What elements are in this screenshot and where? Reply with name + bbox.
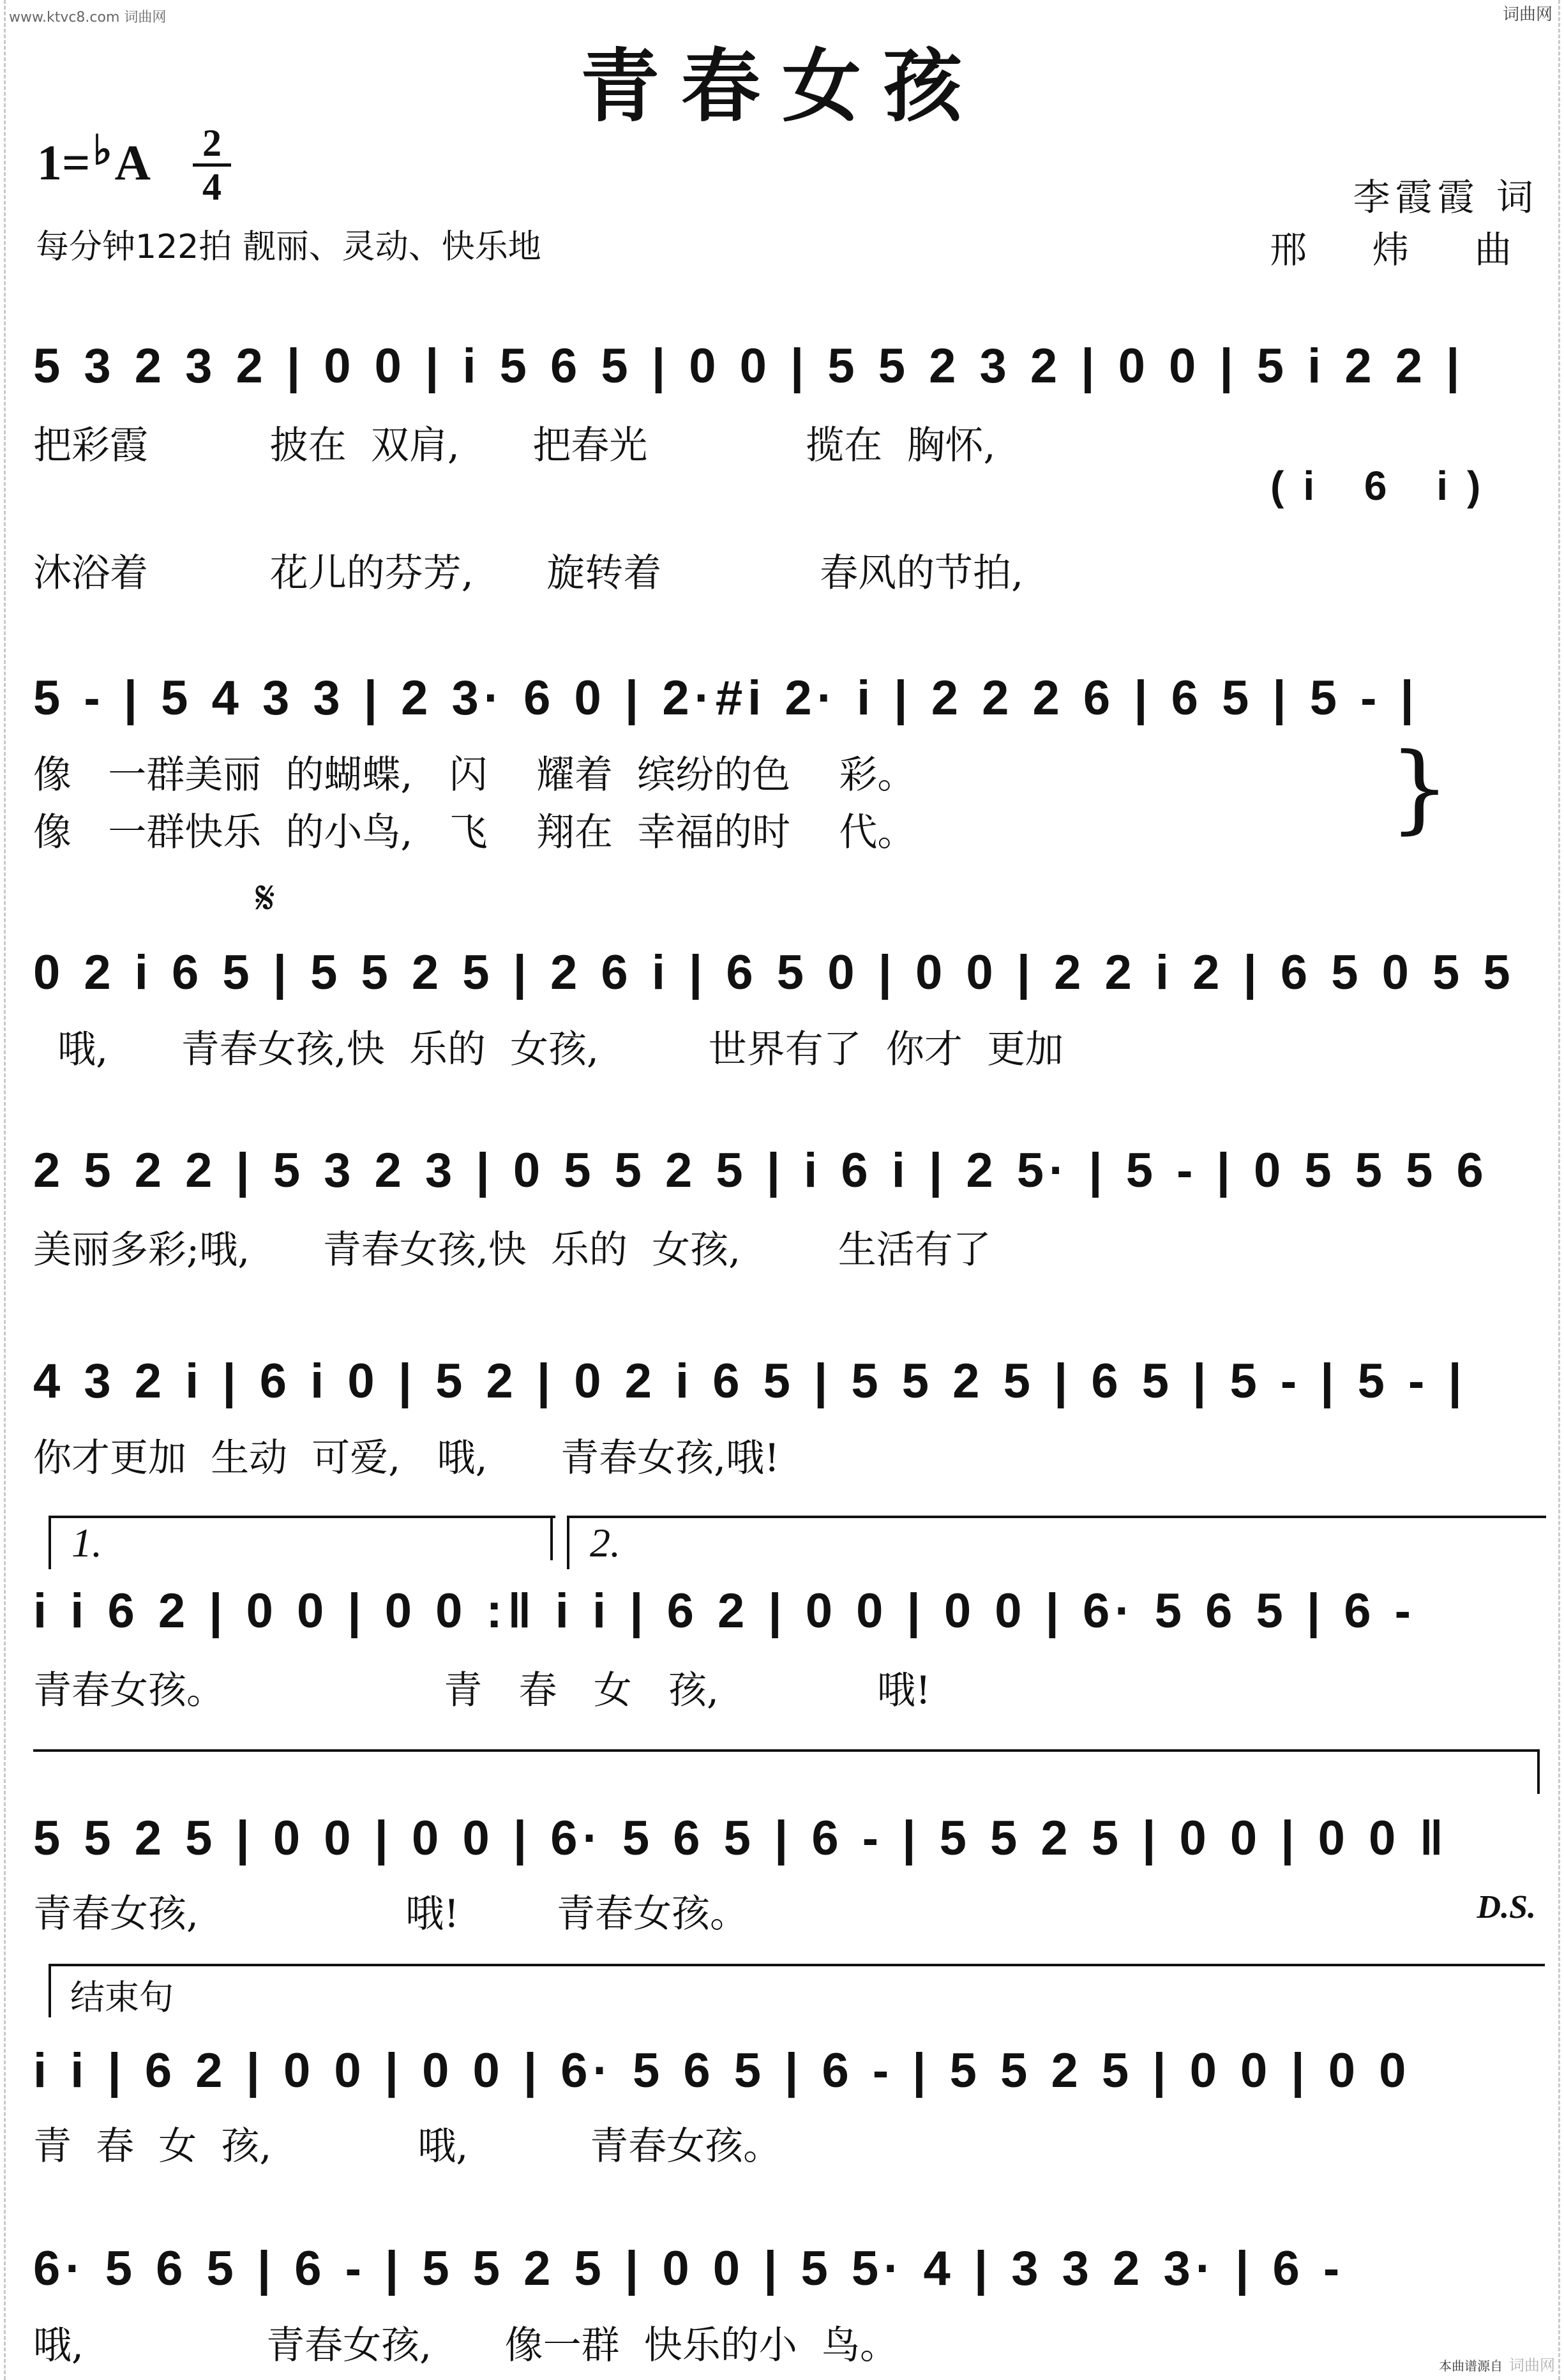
watermark-top-right: 词曲网 xyxy=(1502,5,1553,24)
notation-row-7: 5 5 2 5 | 0 0 | 0 0 | 6· 5 6 5 | 6 - | 5 5 2 5 | 0 0 | 0 0 ‖ xyxy=(33,1811,1449,1865)
notation-row-1: 5 3 2 3 2 | 0 0 | i 5 6 5 | 0 0 | 5 5 2 3 2 | 0 0 | 5 i 2 2 | xyxy=(33,339,1465,393)
lyrics-row-3: 哦, 青春女孩,快 乐的 女孩, 世界有了 你才 更加 xyxy=(33,1027,1064,1072)
notation-row-5: 4 3 2 i | 6 i 0 | 5 2 | 0 2 i 6 5 | 5 5 2 5 | 6 5 | 5 - | 5 - | xyxy=(33,1354,1467,1408)
lyrics-row-2-verse-1: 像 一群美丽 的蝴蝶, 闪 耀着 缤纷的色 彩。 xyxy=(33,753,916,797)
watermark-bottom-right: 本曲谱源自 词曲网 xyxy=(1439,2356,1555,2374)
notation-row-3: 0 2 i 6 5 | 5 5 2 5 | 2 6 i | 6 5 0 | 0 0 | 2 2 i 2 | 6 5 0 5 5 xyxy=(33,945,1515,1000)
volta-bracket-2: 2. xyxy=(567,1516,1546,1569)
time-signature: 2 4 xyxy=(193,125,231,205)
tempo-marking: 每分钟122拍 靓丽、灵动、快乐地 xyxy=(36,228,541,266)
lyrics-row-6: 青春女孩。 青 春 女 孩, 哦! xyxy=(33,1668,931,1713)
left-dashed-border xyxy=(4,0,6,2380)
lyrics-row-4: 美丽多彩;哦, 青春女孩,快 乐的 女孩, 生活有了 xyxy=(33,1228,991,1272)
lyrics-row-7: 青春女孩, 哦! 青春女孩。 xyxy=(33,1892,748,1936)
lyrics-row-2-verse-2: 像 一群快乐 的小鸟, 飞 翔在 幸福的时 代。 xyxy=(33,810,916,855)
lyrics-row-1-verse-2: 沐浴着 花儿的芬芳, 旋转着 春风的节拍, xyxy=(33,551,1024,596)
coda-bracket: 结束句 xyxy=(49,1964,1545,2017)
notation-row-4: 2 5 2 2 | 5 3 2 3 | 0 5 5 2 5 | i 6 i | 2 5· | 5 - | 0 5 5 5 6 xyxy=(33,1143,1489,1198)
verse-brace: } xyxy=(1389,733,1450,844)
watermark-top-left: www.ktvc8.com 词曲网 xyxy=(9,10,167,26)
alternate-notes: (i 6 i) xyxy=(1270,463,1500,509)
composer-credit: 邢 炜 曲 xyxy=(1270,228,1538,271)
notation-row-8: i i | 6 2 | 0 0 | 0 0 | 6· 5 6 5 | 6 - | 5 5 2 5 | 0 0 | 0 0 xyxy=(33,2044,1411,2098)
continuation-line xyxy=(33,1749,1540,1752)
lyrics-row-9: 哦, 青春女孩, 像一群 快乐的小 鸟。 xyxy=(33,2323,898,2368)
lyricist-credit: 李霞霞 词 xyxy=(1353,176,1538,219)
lyrics-row-5: 你才更加 生动 可爱, 哦, 青春女孩,哦! xyxy=(33,1436,780,1480)
lyrics-row-1-verse-1: 把彩霞 披在 双肩, 把春光 揽在 胸怀, xyxy=(33,423,996,468)
notation-row-9: 6· 5 6 5 | 6 - | 5 5 2 5 | 0 0 | 5 5· 4 | 3 3 2 3· | 6 - xyxy=(33,2241,1345,2296)
key-signature: 1=♭A xyxy=(37,128,151,190)
right-dashed-border xyxy=(1558,0,1560,2380)
lyrics-row-8: 青 春 女 孩, 哦, 青春女孩。 xyxy=(33,2124,782,2169)
notation-row-2: 5 - | 5 4 3 3 | 2 3· 6 0 | 2·#i 2· i | 2 2 2 6 | 6 5 | 5 - | xyxy=(33,671,1419,725)
volta-bracket-1: 1. xyxy=(49,1516,555,1569)
continuation-line-end xyxy=(1537,1749,1540,1794)
volta-bracket-1-end xyxy=(550,1516,553,1560)
song-title: 青春女孩 xyxy=(580,40,984,133)
dal-segno-marking: D.S. xyxy=(1477,1889,1536,1925)
notation-row-6: i i 6 2 | 0 0 | 0 0 :‖ i i | 6 2 | 0 0 | 0 0 | 6· 5 6 5 | 6 - xyxy=(33,1584,1416,1638)
segno-icon: 𝄋 xyxy=(255,871,275,924)
flat-sign-icon: ♭ xyxy=(93,128,112,173)
